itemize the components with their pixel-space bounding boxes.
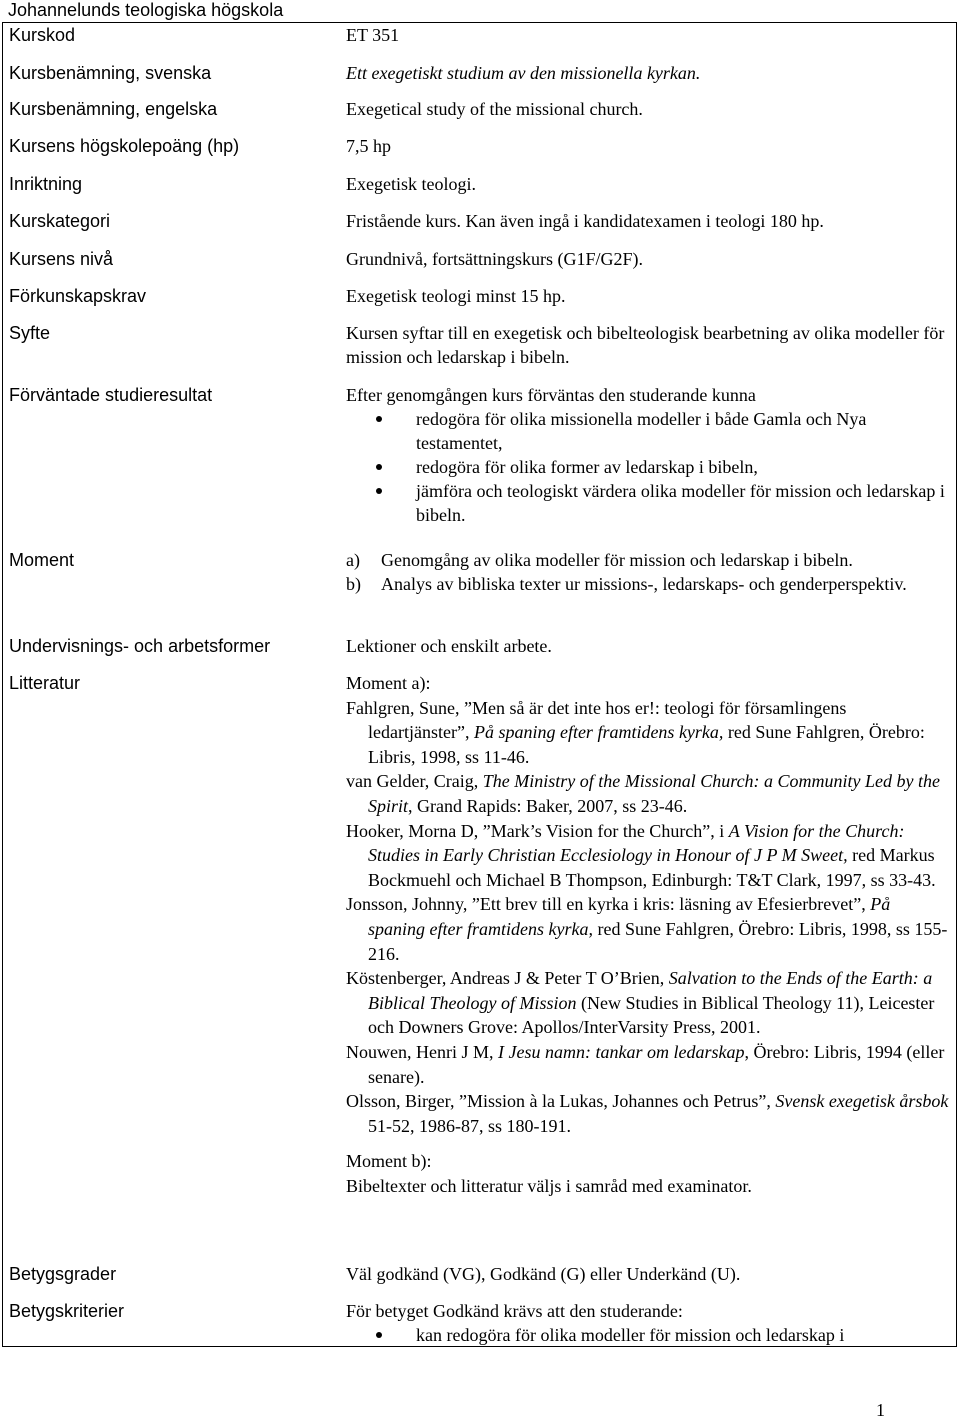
label-litteratur: Litteratur	[9, 673, 81, 693]
label-niva: Kursens nivå	[9, 249, 114, 269]
value-niva: Grundnivå, fortsättningskurs (G1F/G2F).	[346, 249, 643, 269]
value-resultat	[346, 383, 951, 527]
reference: Nouwen, Henri J M, I Jesu namn: tankar om ledarskap, Örebro: Libris, 1994 (eller senare).	[346, 1041, 945, 1087]
reference: Fahlgren, Sune, ”Men så är det inte hos er!: teologi för församlingens ledartjänster”, På spaning efter framtidens kyrka, red Sune Fahlgren, Örebro: Libris, 1998, ss 11-46.	[346, 697, 925, 767]
label-betyg: Betygsgrader	[9, 1264, 117, 1284]
label-forkunskap: Förkunskapskrav	[9, 286, 147, 306]
value-former: Lektioner och enskilt arbete.	[346, 636, 552, 656]
list-item: redogöra för olika missionella modeller i både Gamla och Nya testamentet,	[346, 407, 951, 455]
bullet-icon	[376, 1332, 382, 1338]
reference: Jonsson, Johnny, ”Ett brev till en kyrka i kris: läsning av Efesierbrevet”, På spaning efter framtidens kyrka, red Sune Fahlgren, Örebro: Libris, 1998, ss 155-216.	[346, 894, 948, 964]
value-inriktning: Exegetisk teologi.	[346, 174, 476, 194]
label-namn-en: Kursbenämning, engelska	[9, 99, 218, 119]
reference: Hooker, Morna D, ”Mark’s Vision for the Church”, i A Vision for the Church: Studies in Early Christian Ecclesiology in Honour of J P M Sweet, red Markus Bockmuehl och Michael B Thompson, Edinburgh: T&T Clark, 1997, ss 33-43.	[346, 820, 936, 890]
value-kriterier	[346, 1299, 951, 1347]
value-forkunskap: Exegetisk teologi minst 15 hp.	[346, 286, 566, 306]
value-namn-sv: Ett exegetiskt studium av den missionella kyrkan.	[346, 63, 701, 83]
bullet-icon	[376, 488, 382, 494]
reference: van Gelder, Craig, The Ministry of the Missional Church: a Community Led by the Spirit, Grand Rapids: Baker, 2007, ss 23-46.	[346, 771, 941, 816]
reference: Olsson, Birger, ”Mission à la Lukas, Johannes och Petrus”, Svensk exegetisk årsbok 51-52, 1986-87, ss 180-191.	[346, 1091, 949, 1136]
list-item: a) Genomgång av olika modeller för mission och ledarskap i bibeln.	[346, 550, 853, 570]
value-kurskod: ET 351	[346, 25, 400, 45]
value-syfte: Kursen syftar till en exegetisk och bibelteologisk bearbetning av olika modeller för mission och ledarskap i bibeln.	[346, 323, 945, 367]
list-item: redogöra för olika former av ledarskap i bibeln,	[346, 455, 951, 479]
list-item: jämföra och teologiskt värdera olika modeller för mission och ledarskap i bibeln.	[346, 479, 951, 527]
bullet-icon	[376, 416, 382, 422]
label-hp: Kursens högskolepoäng (hp)	[9, 136, 240, 156]
label-kategori: Kurskategori	[9, 211, 111, 231]
course-table	[2, 22, 957, 1347]
label-former: Undervisnings- och arbetsformer	[9, 636, 271, 656]
value-moment	[346, 548, 951, 596]
reference: Köstenberger, Andreas J & Peter T O’Brien, Salvation to the Ends of the Earth: a Biblical Theology of Mission (New Studies in Biblical Theology 11), Leicester och Downers Grove: Apollos/InterVarsity Press, 2001.	[346, 968, 935, 1038]
value-hp: 7,5 hp	[346, 136, 391, 156]
page-number: 1	[876, 1400, 885, 1420]
bullet-icon	[376, 464, 382, 470]
label-kriterier: Betygskriterier	[9, 1301, 125, 1321]
label-inriktning: Inriktning	[9, 174, 83, 194]
moment-b-heading: Moment b):	[346, 1151, 432, 1172]
resultat-intro: Efter genomgången kurs förväntas den studerande kunna	[346, 385, 756, 405]
label-syfte: Syfte	[9, 323, 51, 343]
moment-b-text: Bibeltexter och litteratur väljs i samråd med examinator.	[346, 1175, 752, 1196]
list-item: b) Analys av bibliska texter ur missions-, ledarskaps- och genderperspektiv.	[346, 574, 907, 594]
kriterier-intro: För betyget Godkänd krävs att den studerande:	[346, 1301, 683, 1321]
school-name: Johannelunds teologiska högskola	[8, 0, 284, 20]
value-kategori: Fristående kurs. Kan även ingå i kandidatexamen i teologi 180 hp.	[346, 211, 824, 231]
moment-a-heading: Moment a):	[346, 673, 431, 693]
label-kurskod: Kurskod	[9, 25, 76, 45]
value-namn-en: Exegetical study of the missional church.	[346, 99, 643, 119]
label-moment: Moment	[9, 550, 75, 570]
value-betyg: Väl godkänd (VG), Godkänd (G) eller Underkänd (U).	[346, 1264, 741, 1284]
label-namn-sv: Kursbenämning, svenska	[9, 63, 212, 83]
list-item: kan redogöra för olika modeller för mission och ledarskap i	[346, 1323, 951, 1347]
label-resultat: Förväntade studieresultat	[9, 385, 213, 405]
value-litteratur	[346, 671, 951, 1198]
